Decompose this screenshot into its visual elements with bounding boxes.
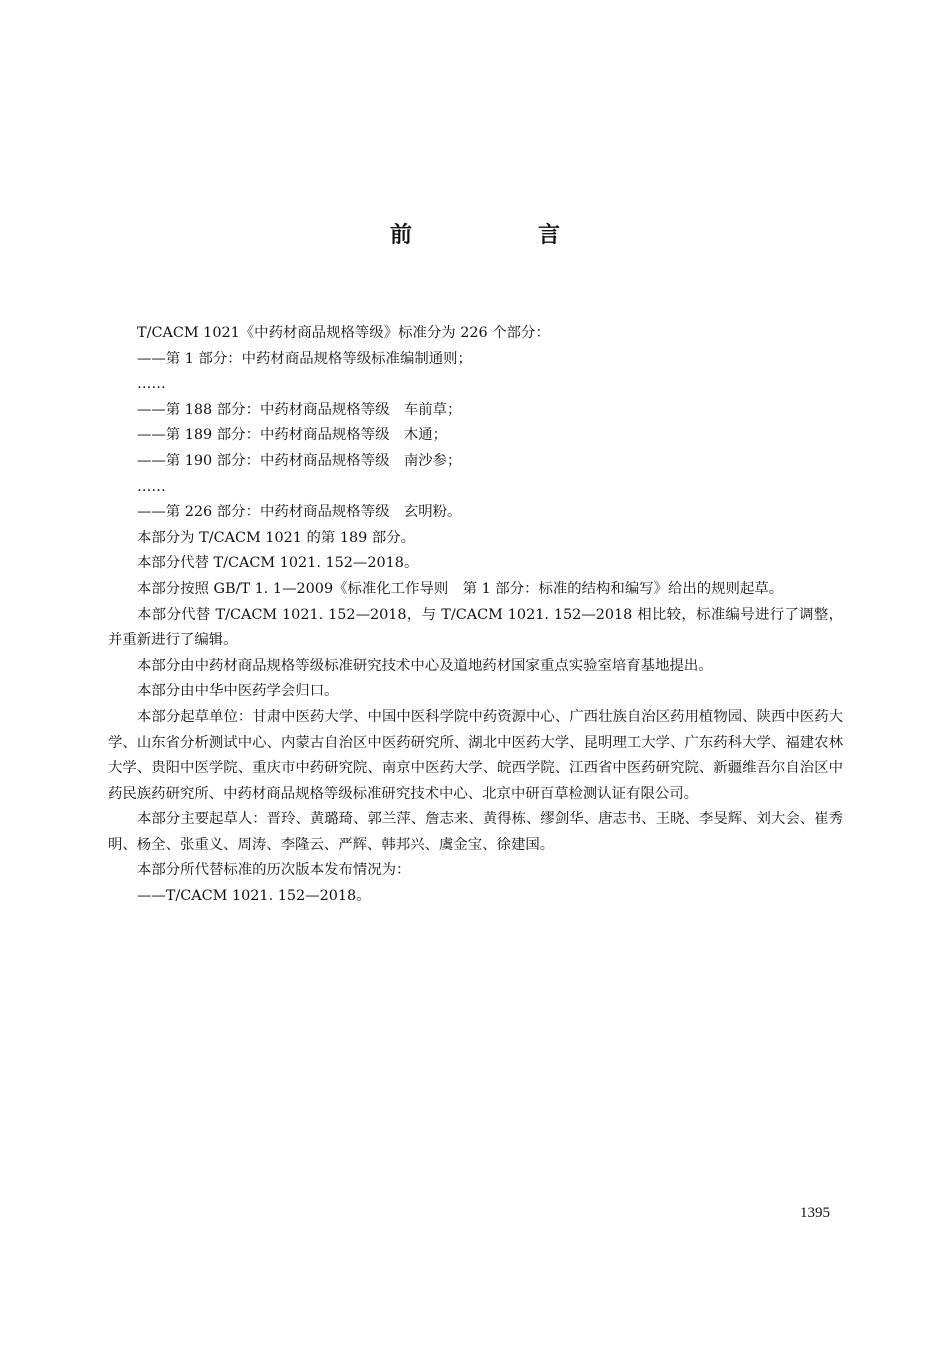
paragraph: 本部分由中华中医药学会归口。: [137, 683, 339, 700]
ellipsis: ……: [137, 376, 166, 393]
list-item: ——第 1 部分：中药材商品规格等级标准编制通则；: [137, 350, 472, 367]
paragraph: T/CACM 1021《中药材商品规格等级》标准分为 226 个部分：: [137, 325, 550, 341]
paragraph: 本部分起草单位：甘肃中医药大学、中国中医科学院中药资源中心、广西壮族自治区药用植物园、陕西中医药大学、山东省分析测试中心、内蒙古自治区中医药研究所、湖北中医药大学、昆明理工大学、广东药科大学、福建农林大学、贵阳中医学院、重庆市中药研究院、南京中医药大学、皖西学院、江西省中医药研究院、新疆维吾尔自治区中药民族药研究所、中药材商品规格等级标准研究技术中心、北京中研百草检测认证有限公司。: [108, 708, 843, 802]
page-title: 前 言: [389, 223, 612, 248]
list-item: ——T/CACM 1021. 152—2018。: [137, 888, 371, 905]
list-item: ——第 188 部分：中药材商品规格等级 车前草；: [137, 401, 462, 418]
foreword-body: [108, 321, 843, 910]
list-item: ——第 190 部分：中药材商品规格等级 南沙参；: [137, 452, 462, 469]
page-number: 1395: [800, 1205, 830, 1221]
paragraph: 本部分为 T/CACM 1021 的第 189 部分。: [137, 529, 416, 546]
paragraph: 本部分主要起草人：晋玲、黄璐琦、郭兰萍、詹志来、黄得栋、缪剑华、唐志书、王晓、李旻辉、刘大会、崔秀明、杨全、张重义、周涛、李隆云、严辉、韩邦兴、虞金宝、徐建国。: [108, 811, 843, 853]
ellipsis: ……: [137, 478, 166, 495]
paragraph: 本部分由中药材商品规格等级标准研究技术中心及道地药材国家重点实验室培育基地提出。: [137, 657, 713, 674]
paragraph: 本部分按照 GB/T 1. 1—2009《标准化工作导则 第 1 部分：标准的结构和编写》给出的规则起草。: [137, 580, 784, 597]
list-item: ——第 226 部分：中药材商品规格等级 玄明粉。: [137, 504, 462, 521]
paragraph: 本部分所代替标准的历次版本发布情况为：: [137, 862, 411, 879]
paragraph: 本部分代替 T/CACM 1021. 152—2018，与 T/CACM 1021. 152—2018 相比较，标准编号进行了调整，并重新进行了编辑。: [108, 606, 843, 649]
paragraph: 本部分代替 T/CACM 1021. 152—2018。: [137, 555, 419, 572]
list-item: ——第 189 部分：中药材商品规格等级 木通；: [137, 427, 448, 444]
